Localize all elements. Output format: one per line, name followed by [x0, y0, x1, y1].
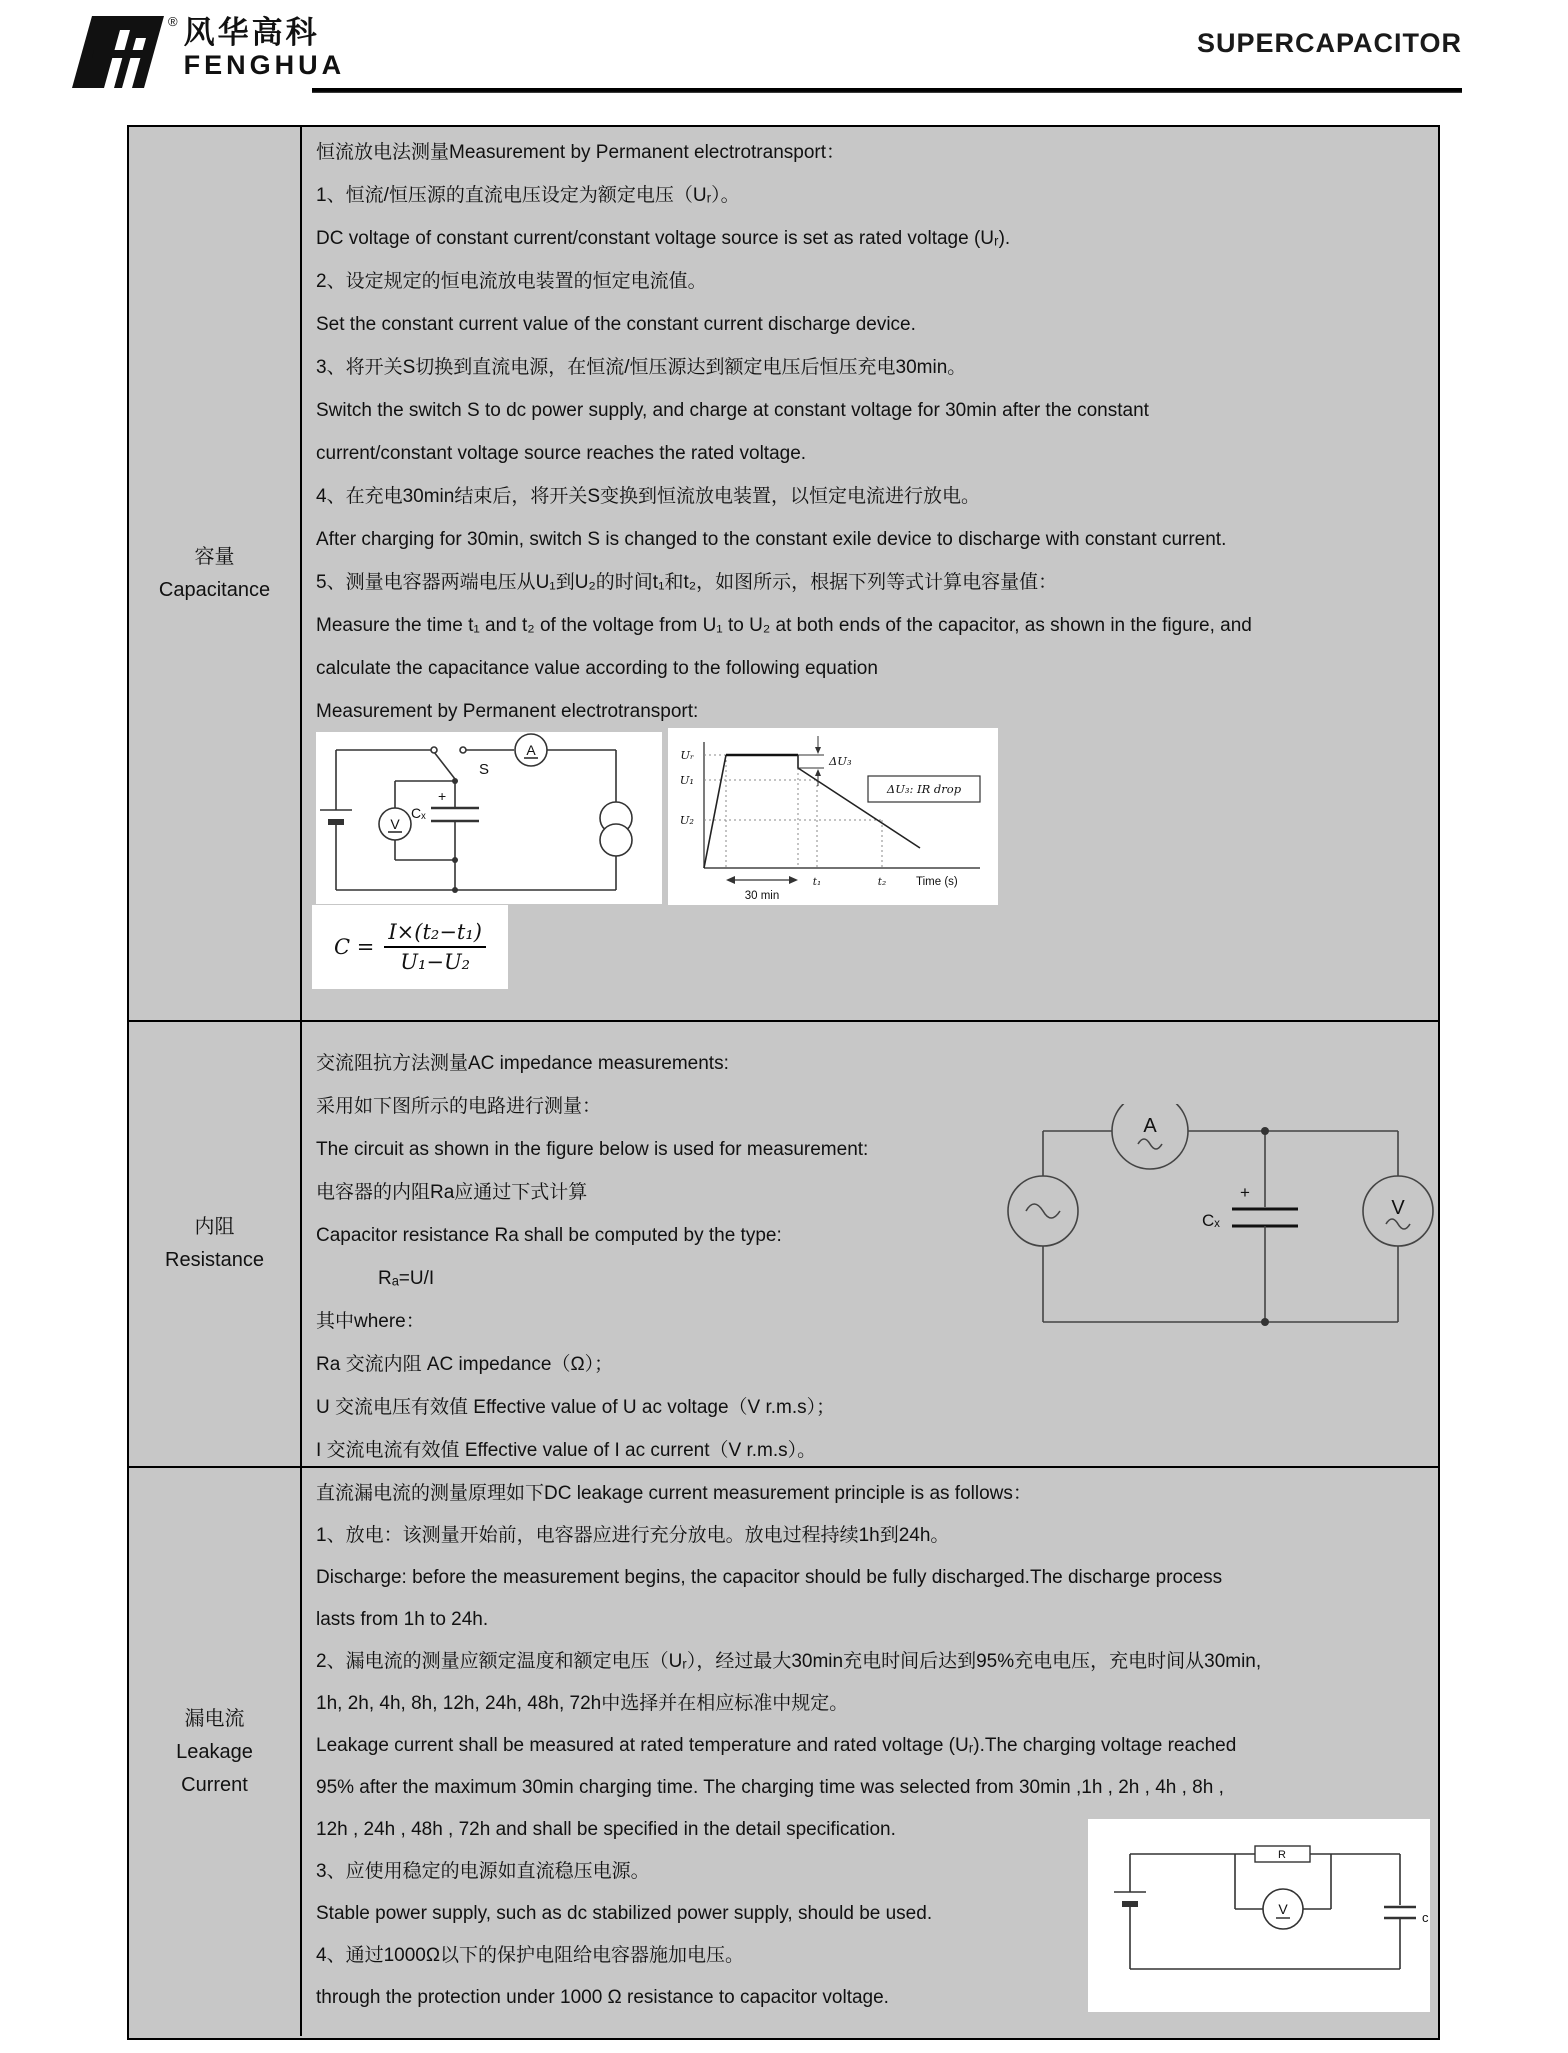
- arrow-left-icon: [726, 876, 735, 884]
- text-line: 3、将开关S切换到直流电源，在恒流/恒压源达到额定电压后恒压充电30min。: [316, 357, 967, 378]
- arrow-down-icon: [815, 747, 821, 754]
- ammeter-label: A: [1143, 1115, 1157, 1137]
- page-title: SUPERCAPACITOR: [1196, 28, 1462, 58]
- node-dot: [452, 887, 458, 893]
- text-line: Switch the switch S to dc power supply, and charge at constant voltage for 30min after the constant: [316, 400, 1149, 421]
- fenghua-logo-icon: [64, 16, 166, 88]
- text-line: 1、放电：该测量开始前，电容器应进行充分放电。放电过程持续1h到24h。: [316, 1525, 950, 1546]
- text-line: 4、在充电30min结束后，将开关S变换到恒流放电装置，以恒定电流进行放电。: [316, 486, 980, 507]
- formula-denominator: U₁−U₂: [400, 950, 471, 974]
- text-line: 直流漏电流的测量原理如下DC leakage current measurement principle is as follows：: [316, 1483, 1032, 1504]
- brand-name-chinese: 风华高科: [183, 15, 320, 50]
- text-line: lasts from 1h to 24h.: [316, 1609, 489, 1630]
- voltmeter-label: V: [1391, 1197, 1405, 1219]
- leakage-circuit-figure: [1088, 1819, 1430, 2012]
- row-label-cn: 容量: [194, 545, 235, 568]
- switch-pole-right: [460, 747, 466, 753]
- formula-fraction: [384, 920, 486, 974]
- charge-span-label: 30 min: [744, 890, 780, 902]
- row-label-en: Resistance: [165, 1249, 264, 1271]
- leakage-circuit-diagram: [1088, 1819, 1430, 2012]
- row-label-cn: 漏电流: [184, 1707, 245, 1730]
- text-line: Ra 交流内阻 AC impedance（Ω）；: [316, 1354, 614, 1375]
- time-axis-label: Time (s): [916, 876, 958, 888]
- row-label-en: Capacitance: [158, 578, 271, 601]
- text-line: Rₐ=U/I: [378, 1268, 435, 1289]
- row-content-resistance: [302, 1022, 1438, 1466]
- capacitor-label: c: [1422, 1910, 1429, 1925]
- registered-mark: ®: [168, 14, 178, 29]
- table-row-capacitance: [129, 127, 1438, 1020]
- text-line: 1、恒流/恒压源的直流电压设定为额定电压（Uᵣ）。: [316, 185, 740, 206]
- formula-lhs: C =: [334, 935, 375, 959]
- resistor-label: R: [1278, 1849, 1286, 1861]
- text-line: 2、漏电流的测量应额定温度和额定电压（Uᵣ），经过最大30min充电时间后达到95%充电电压，充电时间从30min,: [316, 1651, 1262, 1672]
- text-line: The circuit as shown in the figure below is used for measurement:: [316, 1139, 869, 1160]
- resistance-circuit-diagram: [990, 1104, 1438, 1344]
- row-content-leakage: [302, 1468, 1438, 2036]
- brand-logo: [64, 16, 345, 88]
- charge-discharge-graph: [668, 728, 998, 905]
- text-line: 2、设定规定的恒电流放电装置的恒定电流值。: [316, 271, 707, 292]
- voltmeter-label: V: [390, 816, 400, 832]
- node-dot: [1261, 1127, 1269, 1135]
- node-dot: [452, 778, 458, 784]
- arrow-up-icon: [815, 769, 821, 776]
- row-label-leakage: [129, 1468, 302, 2036]
- y-label-ur: Uᵣ: [680, 748, 694, 762]
- text-line: Stable power supply, such as dc stabilized power supply, should be used.: [316, 1903, 933, 1924]
- text-line: 电容器的内阻Ra应通过下式计算: [316, 1182, 588, 1203]
- text-line: Measurement by Permanent electrotransport:: [316, 701, 699, 722]
- capacitance-circuit-figure: [316, 732, 662, 904]
- node-dot: [452, 857, 458, 863]
- brand-text: [184, 16, 346, 88]
- t2-label: t₂: [877, 876, 887, 888]
- row-label-en: Current: [181, 1773, 248, 1796]
- row-label-capacitance: [129, 127, 302, 1020]
- row-content-capacitance: [302, 127, 1438, 1020]
- text-line: 其中where：: [316, 1311, 425, 1332]
- text-line: Discharge: before the measurement begins, the capacitor should be fully discharged.The discharge process: [316, 1567, 1223, 1588]
- row-label-cn: 内阻: [194, 1216, 235, 1238]
- capacitance-formula: [312, 905, 508, 989]
- text-line: Measure the time t₁ and t₂ of the voltage from U₁ to U₂ at both ends of the capacitor, as shown in the figure, and: [316, 615, 1252, 636]
- switch-pole-left: [431, 747, 437, 753]
- text-line: 恒流放电法测量Measurement by Permanent electrotransport：: [316, 142, 846, 163]
- ammeter-label: A: [526, 742, 536, 758]
- text-line: 3、应使用稳定的电源如直流稳压电源。: [316, 1861, 650, 1882]
- text-line: DC voltage of constant current/constant voltage source is set as rated voltage (Uᵣ).: [316, 228, 1011, 249]
- spec-table: [127, 125, 1440, 2040]
- text-line: 95% after the maximum 30min charging time. The charging time was selected from 30min ,1h , 2h , 4h , 8h ,: [316, 1777, 1224, 1798]
- arrow-right-icon: [789, 876, 798, 884]
- text-line: 5、测量电容器两端电压从U₁到U₂的时间t₁和t₂，如图所示，根据下列等式计算电容量值：: [316, 572, 1058, 593]
- text-line: current/constant voltage source reaches the rated voltage.: [316, 443, 807, 464]
- text-line: After charging for 30min, switch S is changed to the constant exile device to discharge with constant current.: [316, 529, 1227, 550]
- brand-name-english: FENGHUA: [183, 50, 346, 80]
- formula-numerator: I×(t₂−t₁): [388, 920, 482, 944]
- capacitor-label: Cₓ: [1202, 1211, 1220, 1230]
- t1-label: t₁: [812, 876, 822, 888]
- text-line: 1h, 2h, 4h, 8h, 12h, 24h, 48h, 72h中选择并在相应标准中规定。: [316, 1693, 849, 1714]
- text-line: Capacitor resistance Ra shall be computed by the type:: [316, 1225, 782, 1246]
- header: [0, 0, 1568, 110]
- header-rule: [312, 88, 1462, 93]
- text-line: 采用如下图所示的电路进行测量：: [316, 1096, 602, 1117]
- text-line: Set the constant current value of the constant current discharge device.: [316, 314, 916, 335]
- table-row-leakage-current: [129, 1466, 1438, 2036]
- sine-wave-icon: [1026, 1204, 1060, 1218]
- y-label-u2: U₂: [679, 813, 694, 827]
- resistance-circuit-figure: [990, 1104, 1438, 1349]
- row-label-resistance: [129, 1022, 302, 1466]
- text-line: I 交流电流有效值 Effective value of I ac current（V r.m.s）。: [316, 1440, 817, 1461]
- text-line: 4、通过1000Ω以下的保护电阻给电容器施加电压。: [316, 1945, 745, 1966]
- text-line: calculate the capacitance value according to the following equation: [316, 658, 878, 679]
- y-label-u1: U₁: [679, 773, 694, 787]
- node-dot: [1261, 1318, 1269, 1326]
- switch-blade: [434, 752, 455, 779]
- plus-label: +: [438, 788, 447, 804]
- table-row-resistance: [129, 1020, 1438, 1466]
- switch-label: S: [479, 761, 490, 778]
- capacitance-circuit-diagram: [316, 732, 662, 904]
- plus-label: +: [1240, 1183, 1250, 1202]
- capacitance-graph-figure: [668, 728, 998, 905]
- text-line: Leakage current shall be measured at rated temperature and rated voltage (Uᵣ).The charging voltage reached: [316, 1735, 1237, 1756]
- delta-u3-label: ΔU₃: [829, 754, 852, 768]
- text-line: through the protection under 1000 Ω resistance to capacitor voltage.: [316, 1987, 889, 2008]
- text-line: U 交流电压有效值 Effective value of U ac voltage（V r.m.s）；: [316, 1397, 836, 1418]
- capacitor-label: Cₓ: [411, 805, 426, 821]
- ir-drop-note: ΔU₃: IR drop: [886, 782, 962, 796]
- row-label-en: Leakage: [176, 1740, 253, 1763]
- text-line: 交流阻抗方法测量AC impedance measurements:: [316, 1053, 729, 1074]
- text-line: 12h , 24h , 48h , 72h and shall be specified in the detail specification.: [316, 1819, 896, 1840]
- voltmeter-label: V: [1278, 1901, 1288, 1917]
